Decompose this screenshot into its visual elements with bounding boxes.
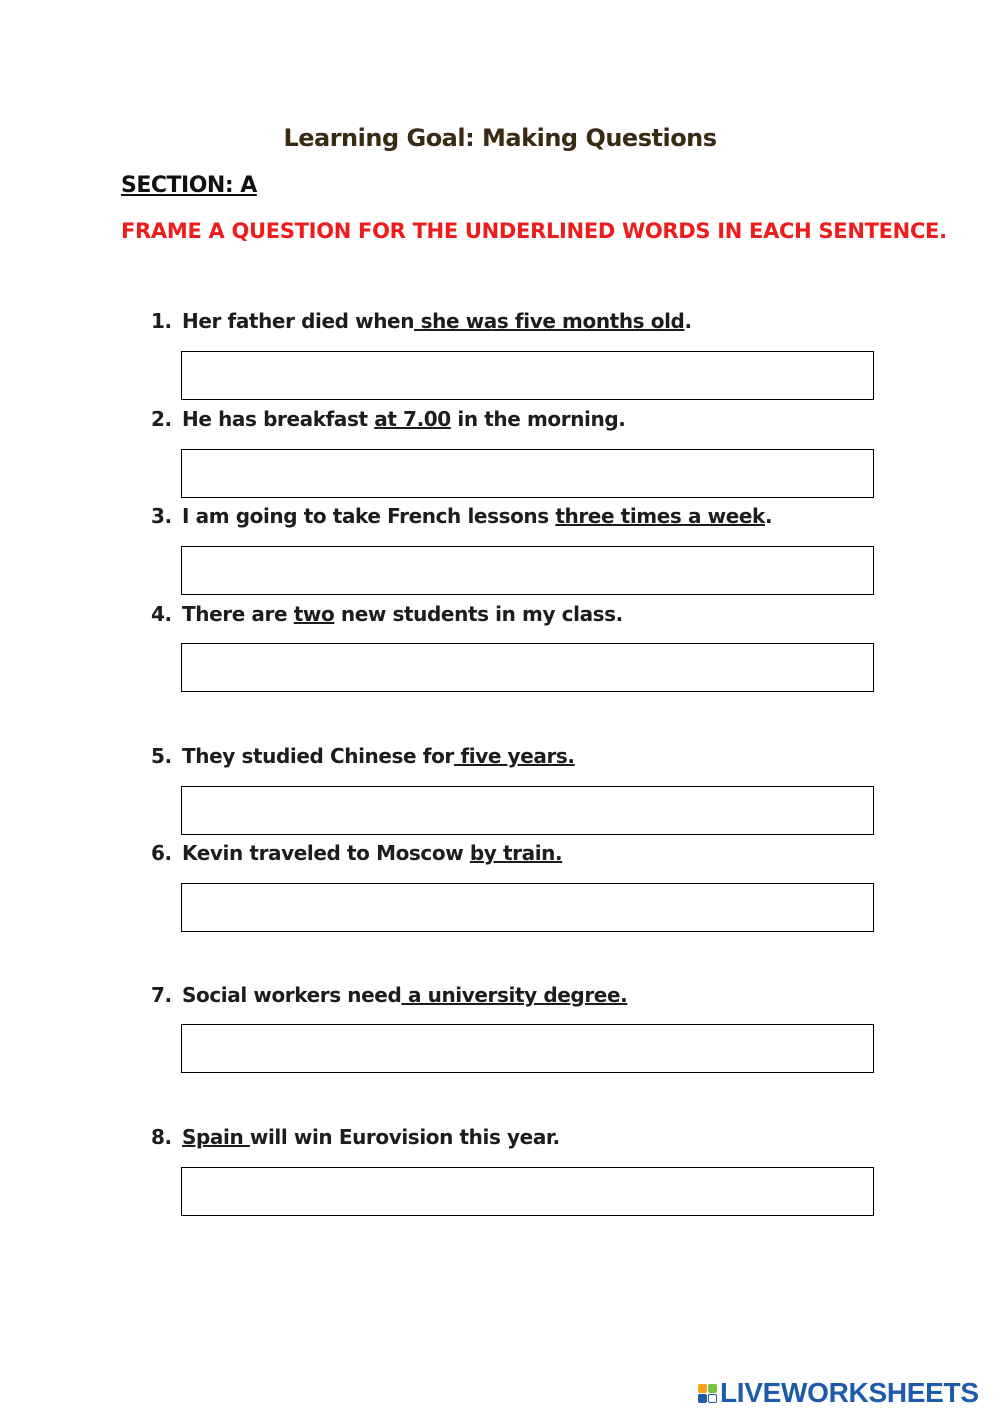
question-number: 8. [151,1125,172,1149]
answer-input-6[interactable] [181,883,874,932]
underlined-words: by train. [469,841,563,865]
question-7 [151,983,627,1007]
answer-input-4[interactable] [181,643,874,692]
underlined-words: Spain [182,1125,250,1149]
question-number: 5. [151,744,172,768]
question-text-end: new students in my class. [334,602,623,626]
underlined-words: two [293,602,335,626]
question-text-end: in the morning. [450,407,626,431]
underlined-words: three times a week [555,504,765,528]
question-text: I am going to take French lessons [182,504,556,528]
answer-input-1[interactable] [181,351,874,400]
question-text: There are [182,602,294,626]
answer-input-3[interactable] [181,546,874,595]
question-text: Social workers need [182,983,402,1007]
question-6 [151,841,562,865]
underlined-words: she was five months old [414,309,685,333]
page-title: Learning Goal: Making Questions [283,124,717,152]
underlined-words: at 7.00 [374,407,451,431]
question-number: 4. [151,602,172,626]
question-number: 1. [151,309,172,333]
section-heading: SECTION: A [121,173,257,198]
question-1 [151,309,692,333]
question-4 [151,602,623,626]
answer-input-5[interactable] [181,786,874,835]
instruction-text: FRAME A QUESTION FOR THE UNDERLINED WORDS IN EACH SENTENCE. [121,219,947,243]
question-text-end: . [764,504,773,528]
question-number: 6. [151,841,172,865]
question-text-end: . [684,309,692,333]
question-text: They studied Chinese for [182,744,454,768]
question-text: He has breakfast [182,407,375,431]
question-number: 3. [151,504,172,528]
question-text: Her father died when [182,309,415,333]
liveworksheets-logo [698,1378,979,1408]
answer-input-7[interactable] [181,1024,874,1073]
question-number: 7. [151,983,172,1007]
question-5 [151,744,575,768]
question-text-end: will win Eurovision this year. [249,1125,560,1149]
question-2 [151,407,625,431]
question-text: Kevin traveled to Moscow [182,841,470,865]
question-8 [151,1125,560,1149]
underlined-words: a university degree. [401,983,628,1007]
question-3 [151,504,772,528]
question-number: 2. [151,407,172,431]
answer-input-2[interactable] [181,449,874,498]
logo-text: LIVEWORKSHEETS [720,1377,979,1408]
underlined-words: five years. [453,744,575,768]
logo-grid-icon [698,1384,717,1403]
answer-input-8[interactable] [181,1167,874,1216]
